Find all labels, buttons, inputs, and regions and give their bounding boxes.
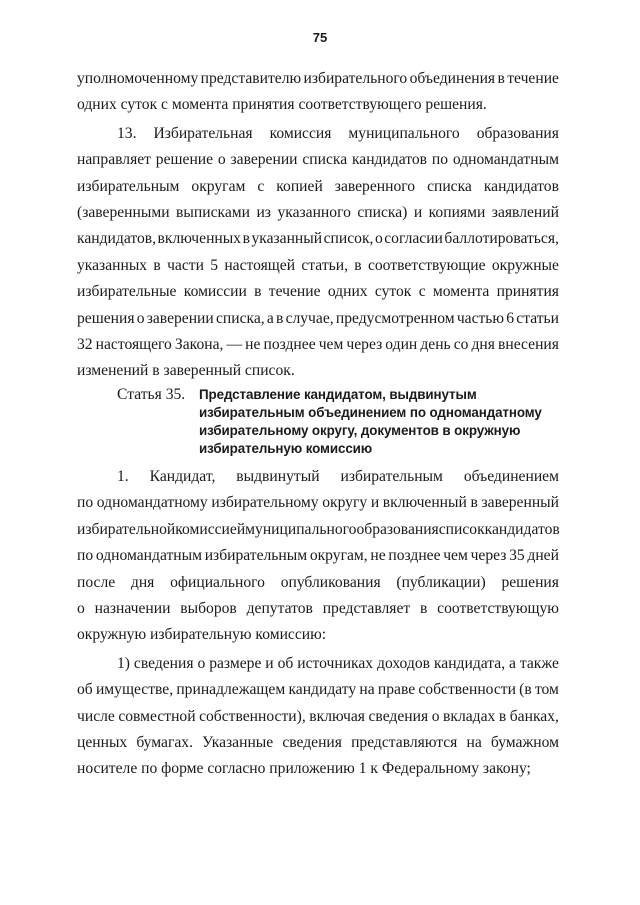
word: дня (471, 336, 495, 354)
word: о (77, 599, 85, 617)
word: суток (374, 283, 412, 301)
word: через (346, 336, 383, 354)
article-title-line: Представление кандидатом, выдвинутым (199, 386, 477, 402)
word: 13. (117, 124, 137, 142)
word: с (418, 283, 426, 301)
word: ценных (77, 733, 128, 751)
word: Указанные (202, 733, 274, 751)
word: (заверенными (77, 204, 170, 222)
text-line (77, 490, 559, 516)
word: одних (327, 283, 368, 301)
word: образования (356, 520, 439, 538)
paragraph-2 (77, 121, 559, 385)
word: объединением (463, 467, 559, 485)
word: указанных (77, 256, 148, 274)
word: окружные (491, 256, 559, 274)
word: на (359, 681, 375, 699)
word: муниципального (245, 520, 357, 538)
text-line (77, 622, 559, 648)
word: заверении (146, 309, 214, 327)
text-line (77, 306, 559, 332)
word: кандидатов (483, 177, 559, 195)
word: статьи (516, 309, 559, 327)
word: на (466, 733, 482, 751)
word: Кандидат, (149, 467, 216, 485)
word: избирательной (77, 520, 176, 538)
word: выборов (180, 599, 237, 617)
word: бумажном (490, 733, 559, 751)
word: депутатов (246, 599, 313, 617)
word: в (497, 70, 505, 87)
text-line (77, 92, 559, 118)
text-line (77, 279, 559, 305)
word: в (242, 230, 250, 248)
word: после (77, 573, 116, 591)
word: не (245, 336, 261, 354)
word: о (136, 309, 145, 327)
word: момента (432, 283, 490, 301)
word: в (153, 256, 161, 274)
word: и (370, 494, 380, 512)
word: об (277, 654, 294, 672)
word: 32 (77, 336, 93, 354)
word: статьи, (301, 256, 348, 274)
text-line (77, 704, 559, 730)
word: одних суток с момента принятия соответствующего решения. (77, 96, 487, 114)
word: внесения (498, 336, 559, 354)
text-line (77, 596, 559, 622)
text-line (77, 517, 559, 543)
word: согласии (384, 230, 443, 248)
word: в (275, 309, 284, 327)
word: 5 (210, 256, 219, 274)
word: сведения (282, 733, 342, 751)
word: списка) (357, 204, 408, 222)
text-line (77, 226, 559, 252)
word: принятия (496, 283, 559, 301)
word: через (470, 547, 507, 565)
word: образования (476, 124, 559, 142)
word: соответствующую (437, 599, 559, 617)
word: избирательным (204, 547, 308, 565)
word: комиссия (269, 124, 332, 142)
text-line (77, 332, 559, 358)
word: и (413, 204, 423, 222)
word: вкладах (443, 707, 496, 725)
word: — (226, 336, 243, 354)
word: объединения (409, 70, 496, 87)
word: числе (77, 707, 115, 725)
text-line (77, 253, 559, 279)
word: уполномоченному (77, 70, 199, 87)
word: окружную избирательную комиссию: (77, 626, 327, 644)
word: избирательным (340, 467, 443, 485)
word: списка (427, 177, 472, 195)
word: о (431, 707, 440, 725)
word: из (256, 204, 271, 222)
word: муниципального (348, 124, 460, 142)
word: представляются (351, 733, 458, 751)
paragraph-1 (77, 66, 559, 119)
text-line (77, 730, 559, 756)
word: решение (155, 151, 214, 169)
word: решения (501, 573, 559, 591)
word: заверенного (334, 177, 416, 195)
word: копией (276, 177, 323, 195)
text-line (77, 66, 559, 92)
word: в (354, 256, 362, 274)
word: собственности (418, 681, 516, 699)
paragraph-3 (77, 464, 559, 649)
word: комиссией (175, 520, 246, 538)
text-line (77, 651, 559, 677)
word: список (438, 520, 485, 538)
word: течение (268, 283, 321, 301)
word: кандидатов (351, 151, 428, 169)
word: направляет (77, 151, 151, 169)
word: имуществе, (95, 681, 174, 699)
word: и (265, 654, 274, 672)
word: 35 (509, 547, 525, 565)
word: комиссии (183, 283, 247, 301)
word: округам (191, 177, 246, 195)
text-line (77, 147, 559, 173)
word: указанный (251, 230, 323, 248)
word: том (534, 681, 559, 699)
article-heading (77, 386, 559, 458)
word: опубликования (280, 573, 381, 591)
word: по (431, 151, 449, 169)
document-body (77, 66, 559, 783)
word: в (470, 494, 478, 512)
word: округам, (309, 547, 368, 565)
text-line (77, 200, 559, 226)
word: позднее (388, 547, 441, 565)
word: день (420, 336, 451, 354)
word: дней (527, 547, 559, 565)
word: по (77, 494, 94, 512)
word: собственности), (199, 707, 306, 725)
word: в (254, 283, 262, 301)
word: доходов (377, 654, 431, 672)
word: сведения (133, 654, 194, 672)
word: носителе по форме согласно приложению 1 к Федеральному закону; (77, 760, 531, 778)
word: округу (322, 494, 368, 512)
word: заверенный (481, 494, 559, 512)
word: не (370, 547, 386, 565)
word: настоящего (95, 336, 172, 354)
word: избирательные (77, 283, 177, 301)
word: выдвинутый (236, 467, 320, 485)
word: избирательному (211, 494, 319, 512)
word: включая (309, 707, 365, 725)
word: об (77, 681, 93, 699)
word: а (266, 309, 274, 327)
word: банках, (509, 707, 559, 725)
word: соответствующие (367, 256, 486, 274)
word: 1) (117, 654, 130, 672)
word: в (498, 707, 507, 725)
word: а (509, 654, 516, 672)
text-line (77, 570, 559, 596)
word: предусмотренном (335, 309, 455, 327)
word: Избирательная (153, 124, 253, 142)
word: одномандатному (96, 494, 208, 512)
text-line (77, 358, 559, 384)
word: течение (507, 70, 559, 87)
word: частью (456, 309, 505, 327)
text-line (77, 464, 559, 490)
word: одномандатным (452, 151, 559, 169)
word: случае, (285, 309, 334, 327)
text-line (77, 121, 559, 147)
word: представляет (322, 599, 411, 617)
word: о (374, 230, 383, 248)
word: кандидатов, (77, 230, 157, 248)
word: кандидатов (484, 520, 560, 538)
word: части (167, 256, 204, 274)
word: по (77, 547, 94, 565)
word: с (257, 177, 265, 195)
word: о (217, 151, 226, 169)
word: Закона, (174, 336, 224, 354)
word: списка, (215, 309, 265, 327)
word: один (385, 336, 418, 354)
word: чем (318, 336, 344, 354)
word: (в (519, 681, 532, 699)
text-line (77, 543, 559, 569)
word: списка (302, 151, 348, 169)
word: решения (77, 309, 135, 327)
page-number: 75 (312, 30, 328, 45)
text-line (77, 677, 559, 703)
word: одномандатным (95, 547, 202, 565)
word: (публикации) (396, 573, 486, 591)
word: заверении (230, 151, 298, 169)
word: изменений в заверенный список. (77, 362, 295, 380)
word: праве (377, 681, 416, 699)
article-label: Статья 35. (117, 385, 186, 403)
paragraph-4 (77, 651, 559, 783)
article-title-line: избирательную комиссию (199, 440, 373, 456)
word: кандидата, (433, 654, 506, 672)
word: назначении (94, 599, 171, 617)
text-line (77, 174, 559, 200)
word: со (453, 336, 469, 354)
word: размере (209, 654, 262, 672)
word: позднее (263, 336, 316, 354)
word: в (419, 599, 428, 617)
word: также (519, 654, 559, 672)
word: принадлежащем (176, 681, 286, 699)
article-title (199, 386, 559, 458)
word: сведения (368, 707, 429, 725)
word: кандидату (288, 681, 357, 699)
word: выписками (176, 204, 250, 222)
word: дня (130, 573, 155, 591)
word: копиями (428, 204, 486, 222)
word: указанного (277, 204, 351, 222)
word: 1. (117, 467, 129, 485)
word: заявлений (491, 204, 559, 222)
word: источниках (297, 654, 374, 672)
article-title-line: избирательным объединением по одномандатному (199, 404, 542, 420)
word: официального (170, 573, 265, 591)
word: избирательного (303, 70, 408, 87)
word: включенных (157, 230, 242, 248)
word: о (197, 654, 206, 672)
text-line (77, 756, 559, 782)
word: 6 (506, 309, 515, 327)
word: список, (323, 230, 374, 248)
word: баллотироваться, (444, 230, 559, 248)
word: включенный (382, 494, 467, 512)
word: совместной (118, 707, 196, 725)
word: настоящей (224, 256, 296, 274)
word: чем (443, 547, 468, 565)
word: избирательным (77, 177, 180, 195)
article-title-line: избирательному округу, документов в окружную (199, 422, 521, 438)
word: бумагах. (136, 733, 193, 751)
word: представителю (200, 70, 302, 87)
